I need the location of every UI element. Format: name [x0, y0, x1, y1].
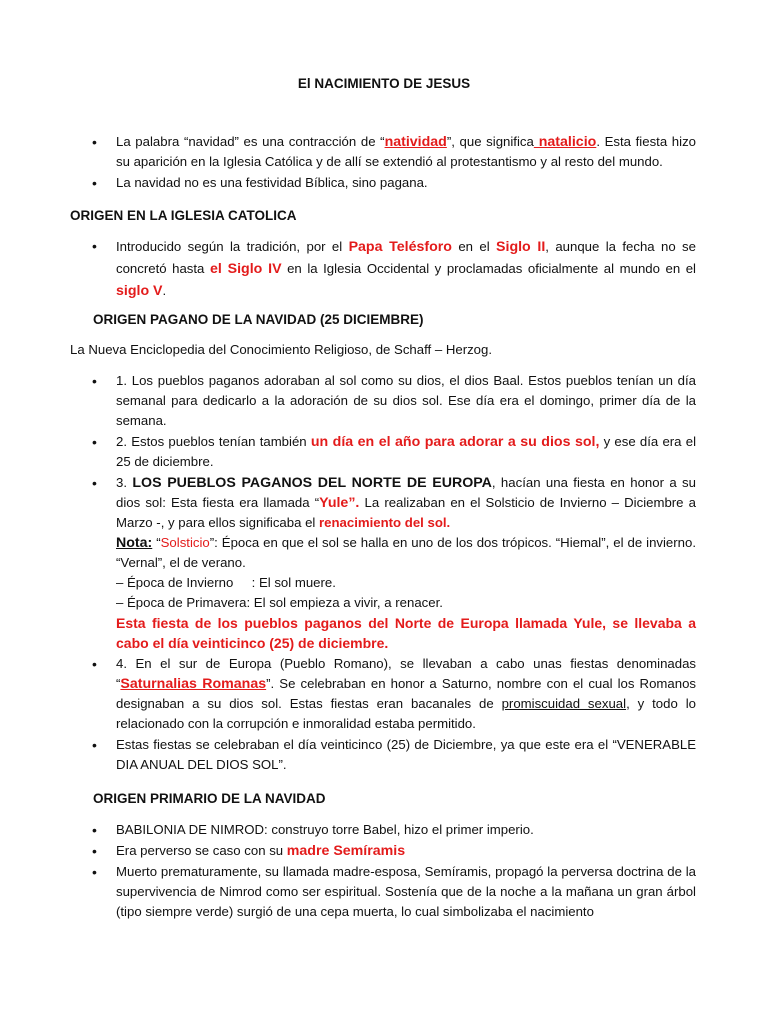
list-item: • BABILONIA DE NIMROD: construyo torre Babel, hizo el primer imperio. — [0, 820, 696, 840]
section-heading: ORIGEN PRIMARIO DE LA NAVIDAD — [93, 791, 326, 806]
section-heading: ORIGEN EN LA IGLESIA CATOLICA — [70, 208, 297, 223]
highlight-paragraph: Esta fiesta de los pueblos paganos del Norte de Europa llamada Yule, se llevaba a cabo el día veinticinco (25) de diciembre. — [116, 615, 696, 651]
section-list — [0, 236, 696, 303]
list-item: • 2. Estos pueblos tenían también un día en el año para adorar a su dios sol, y ese día era el 25 de diciembre. — [0, 432, 696, 472]
list-item: • 1. Los pueblos paganos adoraban al sol como su dios, el dios Baal. Estos pueblos tenían un día semanal para dedicarlo a la adoración de su dios sol. Ese día era el domingo, primer día de la semana. — [0, 371, 696, 431]
highlight-natalicio: natalicio — [533, 134, 597, 150]
source-line: La Nueva Enciclopedia del Conocimiento Religioso, de Schaff – Herzog. — [70, 342, 493, 357]
list-item: • La palabra “navidad” es una contracción de “natividad”, que significa natalicio. Esta fiesta hizo su aparición en la Iglesia Católica y de allí se extendió al protestantismo y al resto del mundo. — [0, 132, 696, 172]
section-heading: ORIGEN PAGANO DE LA NAVIDAD (25 DICIEMBRE) — [93, 312, 424, 327]
section-list — [0, 820, 696, 923]
list-item: • Estas fiestas se celebraban el día veinticinco (25) de Diciembre, ya que este era el “VENERABLE DIA ANUAL DEL DIOS SOL”. — [0, 735, 696, 775]
note-paragraph: Nota: “Solsticio”: Época en que el sol se halla en uno de los dos trópicos. “Hiemal”, el de invierno. “Vernal”, el de verano. — [116, 535, 696, 570]
section-list — [0, 371, 696, 776]
season-line: – Época de Invierno : El sol muere. — [116, 575, 336, 590]
list-item: • La navidad no es una festividad Bíblica, sino pagana. — [0, 173, 696, 193]
highlight-natividad: natividad — [384, 134, 447, 150]
intro-list — [0, 132, 696, 194]
document-title: El NACIMIENTO DE JESUS — [297, 76, 471, 91]
list-item: • Introducido según la tradición, por el Papa Telésforo en el Siglo II, aunque la fecha no se concretó hasta el Siglo IV en la Iglesia Occidental y proclamadas oficialmente al mundo en el siglo V. — [0, 236, 696, 302]
list-item: • 4. En el sur de Europa (Pueblo Romano), se llevaban a cabo unas fiestas denominadas “Saturnalias Romanas”. Se celebraban en honor a Saturno, nombre con el cual los Romanos designaban a su dios sol. Estas fiestas eran bacanales de promiscuidad sexual, y todo lo relacionado con la corrupción e inmoralidad estaba permitido. — [0, 654, 696, 734]
season-line: – Época de Primavera: El sol empieza a vivir, a renacer. — [116, 595, 443, 610]
list-item: • Muerto prematuramente, su llamada madre-esposa, Semíramis, propagó la perversa doctrina de la supervivencia de Nimrod como ser espiritual. Sostenía que de la noche a la mañana un gran árbol (tipo siempre verde) surgió de una cepa muerta, lo cual simbolizaba el nacimiento — [0, 862, 696, 922]
list-item: • 3. LOS PUEBLOS PAGANOS DEL NORTE DE EUROPA, hacían una fiesta en honor a su dios sol: Esta fiesta era llamada “Yule”. La realizaban en el Solsticio de Invierno – Diciembre a Marzo -, y para ellos significaba el renacimiento del sol. Nota: “Solsticio”: Época en que el sol se halla en uno de los dos trópicos. “Hiemal”, el de invierno. “Vernal”, el de verano. – Época de Invierno : El sol muere. – Época de Primavera: El sol empieza a vivir, a renacer. Esta fiesta de los pueblos paganos del Norte de Europa llamada Yule, se llevaba a cabo el día veinticinco (25) de diciembre. — [0, 473, 696, 653]
list-item: • Era perverso se caso con su madre Semíramis — [0, 841, 696, 861]
